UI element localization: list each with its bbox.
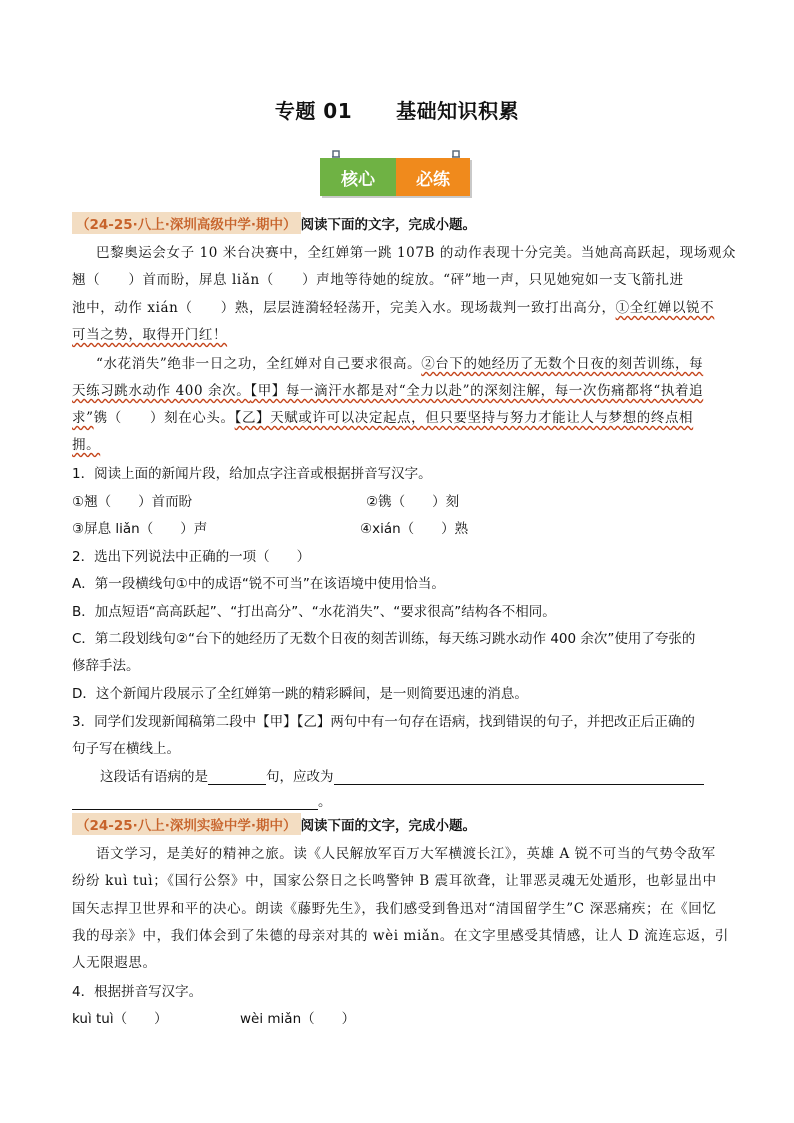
passage1-line: 巴黎奥运会女子 10 米台决赛中，全红婵第一跳 107B 的动作表现十分完美。当她高高跃起，现场观众 [96,245,737,261]
banner-core-label: 核心 [320,158,396,196]
passage-text: 镌（ ）刻在心头。 [93,410,235,426]
question-4-stem: 4．根据拼音写汉字。 [72,984,203,1000]
question-3-answer-line-2 [72,790,724,810]
sentence-yi: 拥。 [72,437,101,453]
passage-text: “水花消失”绝非一日之功，全红婵对自己要求很高。 [96,356,422,372]
passage1-line [72,433,724,453]
q1-item-c: ③屏息 liǎn（ ）声 [72,521,208,537]
q1-item-a: ①翘（ ）首而盼 [72,494,193,510]
answer-mid: 句，应改为 [266,769,334,785]
underlined-sentence-2: 天练习跳水动作 400 余次。 [72,383,251,399]
passage2-line: 人无限遐思。 [72,955,157,971]
q1-item-b: ②镌（ ）刻 [366,494,460,510]
core-practice-banner [320,150,472,198]
title-part-2: 基础知识积累 [396,99,520,123]
passage1-line [72,296,724,316]
question-3-answer-line [100,765,724,785]
q2-option-d: D．这个新闻片段展示了全红婵第一跳的精彩瞬间，是一则简要迅速的消息。 [72,686,528,702]
passage2-line: 语文学习，是美好的精神之旅。读《人民解放军百万大军横渡长江》，英雄 A 锐不可当的气势令敌军 [96,846,716,862]
source-tag: （24-25·八上·深圳实验中学·期中） [72,813,301,835]
section1-header [72,212,724,234]
answer-blank-sentence[interactable] [208,770,266,785]
section-instruction: 阅读下面的文字，完成小题。 [300,217,477,233]
question-4-items-row [72,1007,724,1027]
passage1-line [72,323,724,343]
answer-prefix: 这段话有语病的是 [100,769,208,785]
title-part-1: 专题 01 [274,99,353,123]
passage1-line [72,379,724,399]
question-3-stem-cont: 句子写在横线上。 [72,741,180,757]
section-instruction: 阅读下面的文字，完成小题。 [300,818,477,834]
passage1-line: 翘（ ）首而盼，屏息 liǎn（ ）声地等待她的绽放。“砰”地一声，只见她宛如一支飞箭扎进 [72,272,684,288]
section2-header [72,813,724,835]
q1-item-d: ④xián（ ）熟 [360,521,469,537]
passage1-line [96,352,724,372]
passage1-line [72,406,724,426]
underlined-sentence-1: ①全红婵以锐不 [615,300,715,316]
question-3-stem: 3．同学们发现新闻稿第二段中【甲】【乙】两句中有一句存在语病，找到错误的句子，并把改正后正确的 [72,714,695,730]
page-title [0,95,794,124]
sentence-jia: 求” [72,410,94,426]
sentence-yi: 【乙】天赋或许可以决定起点，但只要坚持与努力才能让人与梦想的终点相 [234,410,694,426]
question-1-stem: 1．阅读上面的新闻片段，给加点字注音或根据拼音写汉字。 [72,466,432,482]
answer-blank-correction-cont[interactable] [72,795,318,810]
sentence-jia: 【甲】每一滴汗水都是对“全力以赴”的深刻注解，每一次伤痛都将“执着追 [250,383,704,399]
passage2-line: 纷纷 kuì tuì；《国行公祭》中，国家公祭日之长鸣警钟 B 震耳欲聋，让罪恶灵魂无处遁形，也彰显出中 [72,873,717,889]
q2-option-c: C．第二段划线句②“台下的她经历了无数个日夜的刻苦训练，每天练习跳水动作 400 余次”使用了夸张的 [72,631,696,647]
underlined-sentence-2: ②台下的她经历了无数个日夜的刻苦训练，每 [421,356,704,372]
answer-end: 。 [318,794,332,810]
q4-item-a: kuì tuì（ ） [72,1011,168,1027]
passage-text: 池中，动作 xián（ ）熟，层层涟漪轻轻荡开，完美入水。现场裁判一致打出高分， [72,300,616,316]
question-2-stem: 2．选出下列说法中正确的一项（ ） [72,549,311,565]
question-1-items-row [72,517,724,537]
banner-practice-label: 必练 [396,158,470,196]
q4-item-b: wèi miǎn（ ） [240,1011,356,1027]
source-tag: （24-25·八上·深圳高级中学·期中） [72,212,301,234]
passage2-line: 我的母亲》中，我们体会到了朱德的母亲对其的 wèi miǎn。在文字里感受其情感，让人 D 流连忘返，引 [72,928,729,944]
q2-option-b: B．加点短语“高高跃起”、“打出高分”、“水花消失”、“要求很高”结构各不相同。 [72,604,556,620]
q2-option-c-cont: 修辞手法。 [72,658,140,674]
passage2-line: 国矢志捍卫世界和平的决心。朗读《藤野先生》，我们感受到鲁迅对“清国留学生”C 深恶痛疾；在《回忆 [72,901,717,917]
question-1-items-row [72,490,724,510]
underlined-sentence-1: 可当之势，取得开门红！ [72,327,228,343]
answer-blank-correction[interactable] [334,770,704,785]
q2-option-a: A．第一段横线句①中的成语“锐不可当”在该语境中使用恰当。 [72,576,445,592]
